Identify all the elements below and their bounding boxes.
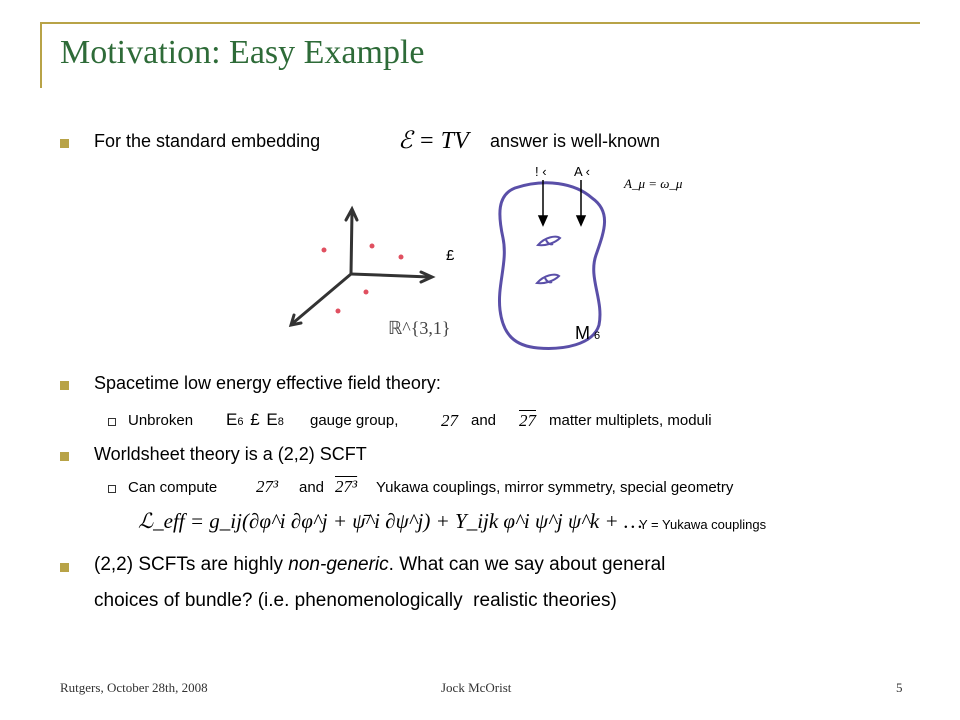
manifold-handles: [537, 237, 560, 284]
bullet1-suffix: answer is well-known: [490, 131, 661, 151]
spacetime-label: ℝ^{3,1}: [388, 318, 451, 338]
group-e8-sub: 8: [277, 416, 284, 428]
page-number: 5: [896, 680, 903, 695]
bullet3-sub-suffix: Yukawa couplings, mirror symmetry, special geometry: [376, 479, 734, 496]
bullet1-formula: ℰ = TV: [398, 128, 469, 154]
bullet3-sub-and: and: [299, 479, 325, 496]
diagram-formula: A_μ = ω_μ: [624, 176, 683, 191]
connection-arrows: [539, 180, 585, 225]
bullet2-sub-prefix: Unbroken: [128, 412, 194, 429]
manifold-letter: M: [575, 323, 590, 343]
bullet2-sub-suffix: matter multiplets, moduli: [549, 412, 712, 429]
spacetime-axes: [291, 209, 432, 325]
bullet4-line1-suffix: . What can we say about general: [388, 554, 666, 575]
sub-bullet-marker: [108, 418, 116, 426]
group-cross: £: [250, 410, 260, 429]
manifold-label: [575, 323, 600, 344]
bullet4-line1-italic: non-generic: [288, 554, 389, 575]
bullet3-sub-prefix: Can compute: [128, 479, 218, 496]
gauge-group: [226, 410, 284, 430]
bullet2-sub-and: and: [471, 412, 497, 429]
rep-27-bar: 27: [519, 411, 536, 430]
group-e8: E: [266, 410, 278, 429]
bullet-marker: [60, 563, 69, 572]
slide-title: Motivation: Easy Example: [60, 34, 425, 71]
arrow-label-right: A ‹: [574, 164, 590, 179]
bullet-marker: [60, 452, 69, 461]
bullet2-sub-middle: gauge group,: [310, 412, 399, 429]
manifold-subscript: 6: [594, 330, 601, 342]
rep-27-bar-cubed: 27³: [335, 477, 358, 496]
bullet4-line1-prefix: (2,2) SCFTs are highly: [94, 554, 289, 575]
yukawa-note: Y = Yukawa couplings: [639, 517, 767, 532]
bullet-marker: [60, 381, 69, 390]
group-e6: E: [226, 410, 238, 429]
effective-lagrangian: ℒ_eff = g_ij(∂φ^i ∂φ^j + ψ̄^i ∂ψ^j) + Y_ijk φ^i ψ^j ψ^k + …: [138, 509, 643, 533]
footer-center: Jock McOrist: [441, 680, 512, 695]
rep-27-cubed: 27³: [256, 477, 279, 496]
bullet3-text: Worldsheet theory is a (2,2) SCFT: [94, 444, 367, 464]
bullet2-text: Spacetime low energy effective field theory:: [94, 373, 441, 393]
bullet4-line2: choices of bundle? (i.e. phenomenologically realistic theories): [94, 590, 617, 611]
group-e6-sub: 6: [237, 416, 244, 428]
bullet1-prefix: For the standard embedding: [94, 131, 321, 151]
spacetime-points: [322, 244, 404, 314]
bundle-symbol: £: [446, 247, 455, 264]
arrow-label-left: ! ‹: [535, 164, 547, 179]
footer-left: Rutgers, October 28th, 2008: [60, 680, 208, 695]
rep-27: 27: [441, 411, 458, 430]
bullet4-line1: [94, 554, 665, 576]
sub-bullet-marker: [108, 485, 116, 493]
